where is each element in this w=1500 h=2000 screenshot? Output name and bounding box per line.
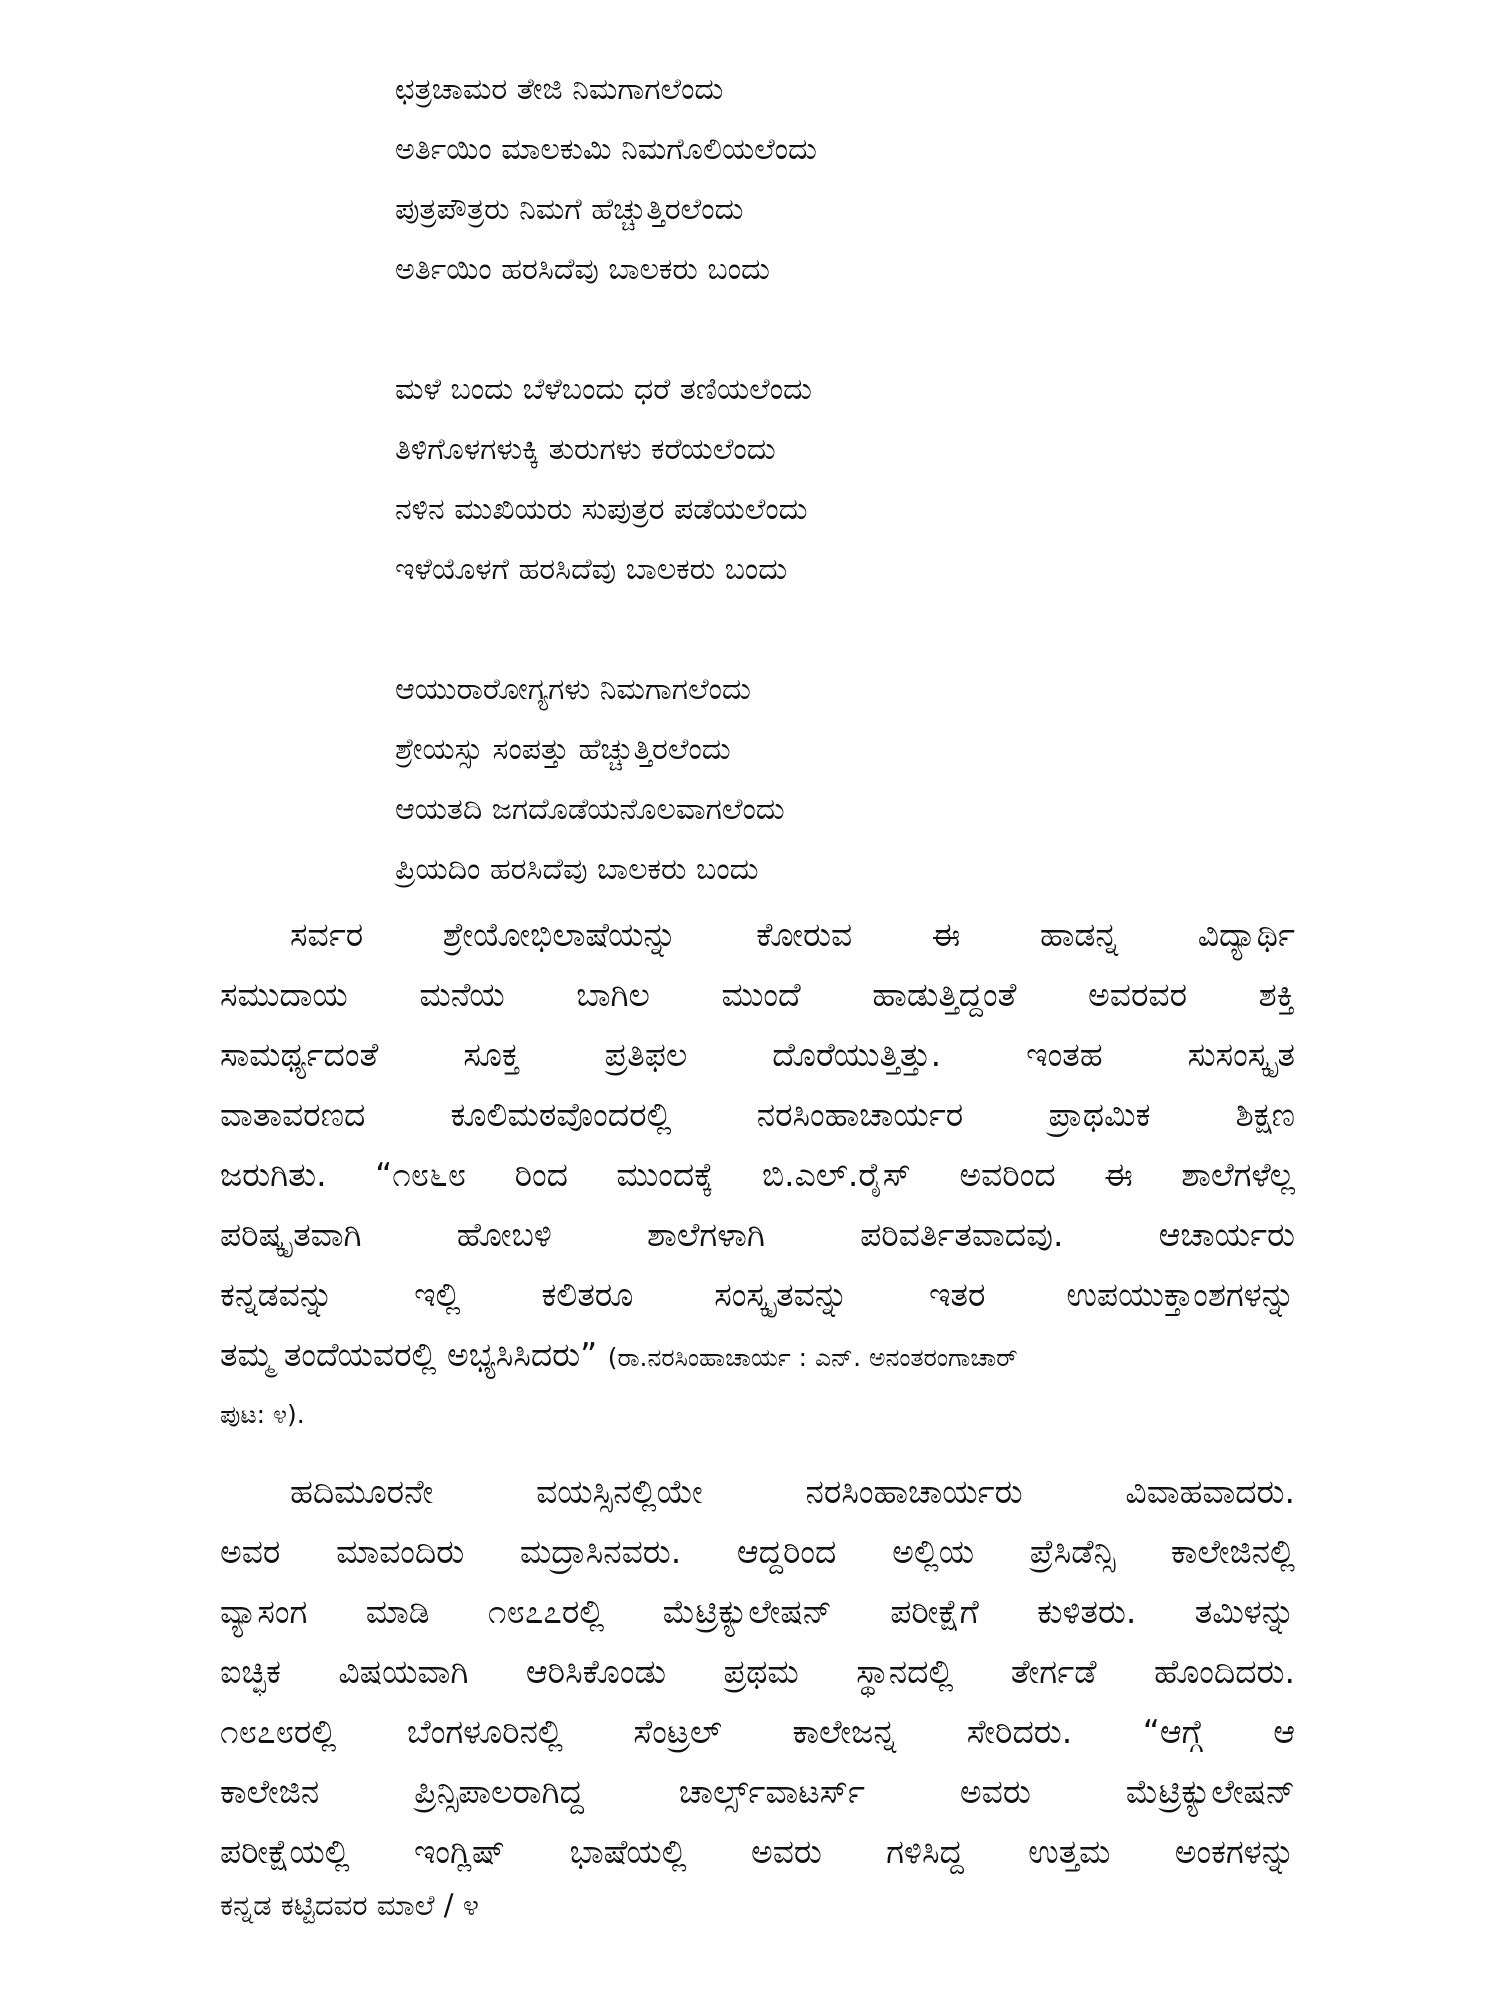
paragraph-line-with-citation bbox=[220, 1325, 1295, 1385]
poem-line: ಅರ್ತಿಯಿಂ ಮಾಲಕುಮಿ ನಿಮಗೊಲಿಯಲೆಂದು bbox=[395, 132, 817, 167]
citation-continuation: ಪುಟ: ೪). bbox=[220, 1400, 305, 1429]
poem-line: ತಿಳಿಗೊಳಗಳುಕ್ಕಿ ತುರುಗಳು ಕರೆಯಲೆಂದು bbox=[395, 432, 776, 467]
poem-line: ಅರ್ತಿಯಿಂ ಹರಸಿದೆವು ಬಾಲಕರು ಬಂದು bbox=[395, 252, 770, 287]
poem-line: ಆಯತದಿ ಜಗದೊಡೆಯನೊಲವಾಗಲೆಂದು bbox=[395, 792, 785, 827]
poem-line: ಪ್ರಿಯದಿಂ ಹರಸಿದೆವು ಬಾಲಕರು ಬಂದು bbox=[395, 852, 759, 887]
paragraph-line: ಪರಿಷ್ಕೃತವಾಗಿ ಹೋಬಳಿ ಶಾಲೆಗಳಾಗಿ ಪರಿವರ್ತಿತವಾದವು. ಆಚಾರ್ಯರು bbox=[220, 1215, 1295, 1254]
paragraph-1 bbox=[220, 905, 1295, 1459]
paragraph-line: ವಾತಾವರಣದ ಕೂಲಿಮಠವೊಂದರಲ್ಲಿ ನರಸಿಂಹಾಚಾರ್ಯರ ಪ್ರಾಥಮಿಕ ಶಿಕ್ಷಣ bbox=[220, 1095, 1295, 1134]
poem-stanza-1 bbox=[395, 60, 1295, 300]
poem-line: ಶ್ರೇಯಸ್ಸು ಸಂಪತ್ತು ಹೆಚ್ಚುತ್ತಿರಲೆಂದು bbox=[395, 732, 731, 767]
paragraph-line: ಕನ್ನಡವನ್ನು ಇಲ್ಲಿ ಕಲಿತರೂ ಸಂಸ್ಕೃತವನ್ನು ಇತರ ಉಪಯುಕ್ತಾಂಶಗಳನ್ನು bbox=[220, 1275, 1295, 1314]
page-footer: ಕನ್ನಡ ಕಟ್ಟಿದವರ ಮಾಲೆ / ೪ bbox=[220, 1888, 479, 1922]
paragraph-line: ಸಾಮರ್ಥ್ಯದಂತೆ ಸೂಕ್ತ ಪ್ರತಿಫಲ ದೊರೆಯುತ್ತಿತ್ತು. ಇಂತಹ ಸುಸಂಸ್ಕೃತ bbox=[220, 1035, 1295, 1074]
poem-stanza-2 bbox=[395, 360, 1295, 600]
paragraph-line: ಹದಿಮೂರನೇ ವಯಸ್ಸಿನಲ್ಲಿಯೇ ನರಸಿಂಹಾಚಾರ್ಯರು ವಿವಾಹವಾದರು. bbox=[290, 1472, 1295, 1511]
poem-line: ಛತ್ರಚಾಮರ ತೇಜಿ ನಿಮಗಾಗಲೆಂದು bbox=[395, 72, 724, 107]
paragraph-line: ಅವರ ಮಾವಂದಿರು ಮದ್ರಾಸಿನವರು. ಆದ್ದರಿಂದ ಅಲ್ಲಿಯ ಪ್ರೆಸಿಡೆನ್ಸಿ ಕಾಲೇಜಿನಲ್ಲಿ bbox=[220, 1532, 1295, 1571]
poem-line: ಇಳೆಯೊಳಗೆ ಹರಸಿದೆವು ಬಾಲಕರು ಬಂದು bbox=[395, 552, 788, 587]
poem bbox=[395, 60, 1295, 960]
paragraph-line: ವ್ಯಾಸಂಗ ಮಾಡಿ ೧೮೭೭ರಲ್ಲಿ ಮೆಟ್ರಿಕ್ಯುಲೇಷನ್ ಪರೀಕ್ಷೆಗೆ ಕುಳಿತರು. ತಮಿಳನ್ನು bbox=[220, 1592, 1295, 1631]
paragraph-line: ಐಚ್ಛಿಕ ವಿಷಯವಾಗಿ ಆರಿಸಿಕೊಂಡು ಪ್ರಥಮ ಸ್ಥಾನದಲ್ಲಿ ತೇರ್ಗಡೆ ಹೊಂದಿದರು. bbox=[220, 1652, 1295, 1691]
paragraph-line: ಸರ್ವರ ಶ್ರೇಯೋಭಿಲಾಷೆಯನ್ನು ಕೋರುವ ಈ ಹಾಡನ್ನ ವಿದ್ಯಾರ್ಥಿ bbox=[290, 915, 1295, 954]
paragraph-line: ಸಮುದಾಯ ಮನೆಯ ಬಾಗಿಲ ಮುಂದೆ ಹಾಡುತ್ತಿದ್ದಂತೆ ಅವರವರ ಶಕ್ತಿ bbox=[220, 975, 1295, 1014]
poem-line: ಆಯುರಾರೋಗ್ಯಗಳು ನಿಮಗಾಗಲೆಂದು bbox=[395, 672, 751, 707]
citation: (ರಾ.ನರಸಿಂಹಾಚಾರ್ಯ : ಎನ್. ಅನಂತರಂಗಾಚಾರ್ bbox=[607, 1343, 1018, 1372]
poem-line: ನಳಿನ ಮುಖಿಯರು ಸುಪುತ್ರರ ಪಡೆಯಲೆಂದು bbox=[395, 492, 808, 527]
paragraph-2 bbox=[220, 1462, 1295, 1882]
paragraph-line: ಕಾಲೇಜಿನ ಪ್ರಿನ್ಸಿಪಾಲರಾಗಿದ್ದ ಚಾರ್ಲ್ಸ್‌ವಾಟರ್ಸ್ ಅವರು ಮೆಟ್ರಿಕ್ಯುಲೇಷನ್ bbox=[220, 1772, 1295, 1811]
poem-line: ಪುತ್ರಪೌತ್ರರು ನಿಮಗೆ ಹೆಚ್ಚುತ್ತಿರಲೆಂದು bbox=[395, 192, 744, 227]
paragraph-line: ೧೮೭೮ರಲ್ಲಿ ಬೆಂಗಳೂರಿನಲ್ಲಿ ಸೆಂಟ್ರಲ್ ಕಾಲೇಜನ್ನ ಸೇರಿದರು. “ಆಗ್ಗೆ ಆ bbox=[220, 1712, 1295, 1751]
paragraph-line: ಪರೀಕ್ಷೆಯಲ್ಲಿ ಇಂಗ್ಲಿಷ್ ಭಾಷೆಯಲ್ಲಿ ಅವರು ಗಳಿಸಿದ್ದ ಉತ್ತಮ ಅಂಕಗಳನ್ನು bbox=[220, 1832, 1295, 1871]
poem-line: ಮಳೆ ಬಂದು ಬೆಳೆಬಂದು ಧರೆ ತಣಿಯಲೆಂದು bbox=[395, 372, 812, 407]
paragraph-line-text: ತಮ್ಮ ತಂದೆಯವರಲ್ಲಿ ಅಭ್ಯಸಿಸಿದರು” bbox=[220, 1335, 598, 1374]
poem-stanza-3 bbox=[395, 660, 1295, 900]
paragraph-line: ಜರುಗಿತು. “೧೮೬೮ ರಿಂದ ಮುಂದಕ್ಕೆ ಬಿ.ಎಲ್.ರೈಸ್ ಅವರಿಂದ ಈ ಶಾಲೆಗಳೆಲ್ಲ bbox=[220, 1155, 1295, 1194]
